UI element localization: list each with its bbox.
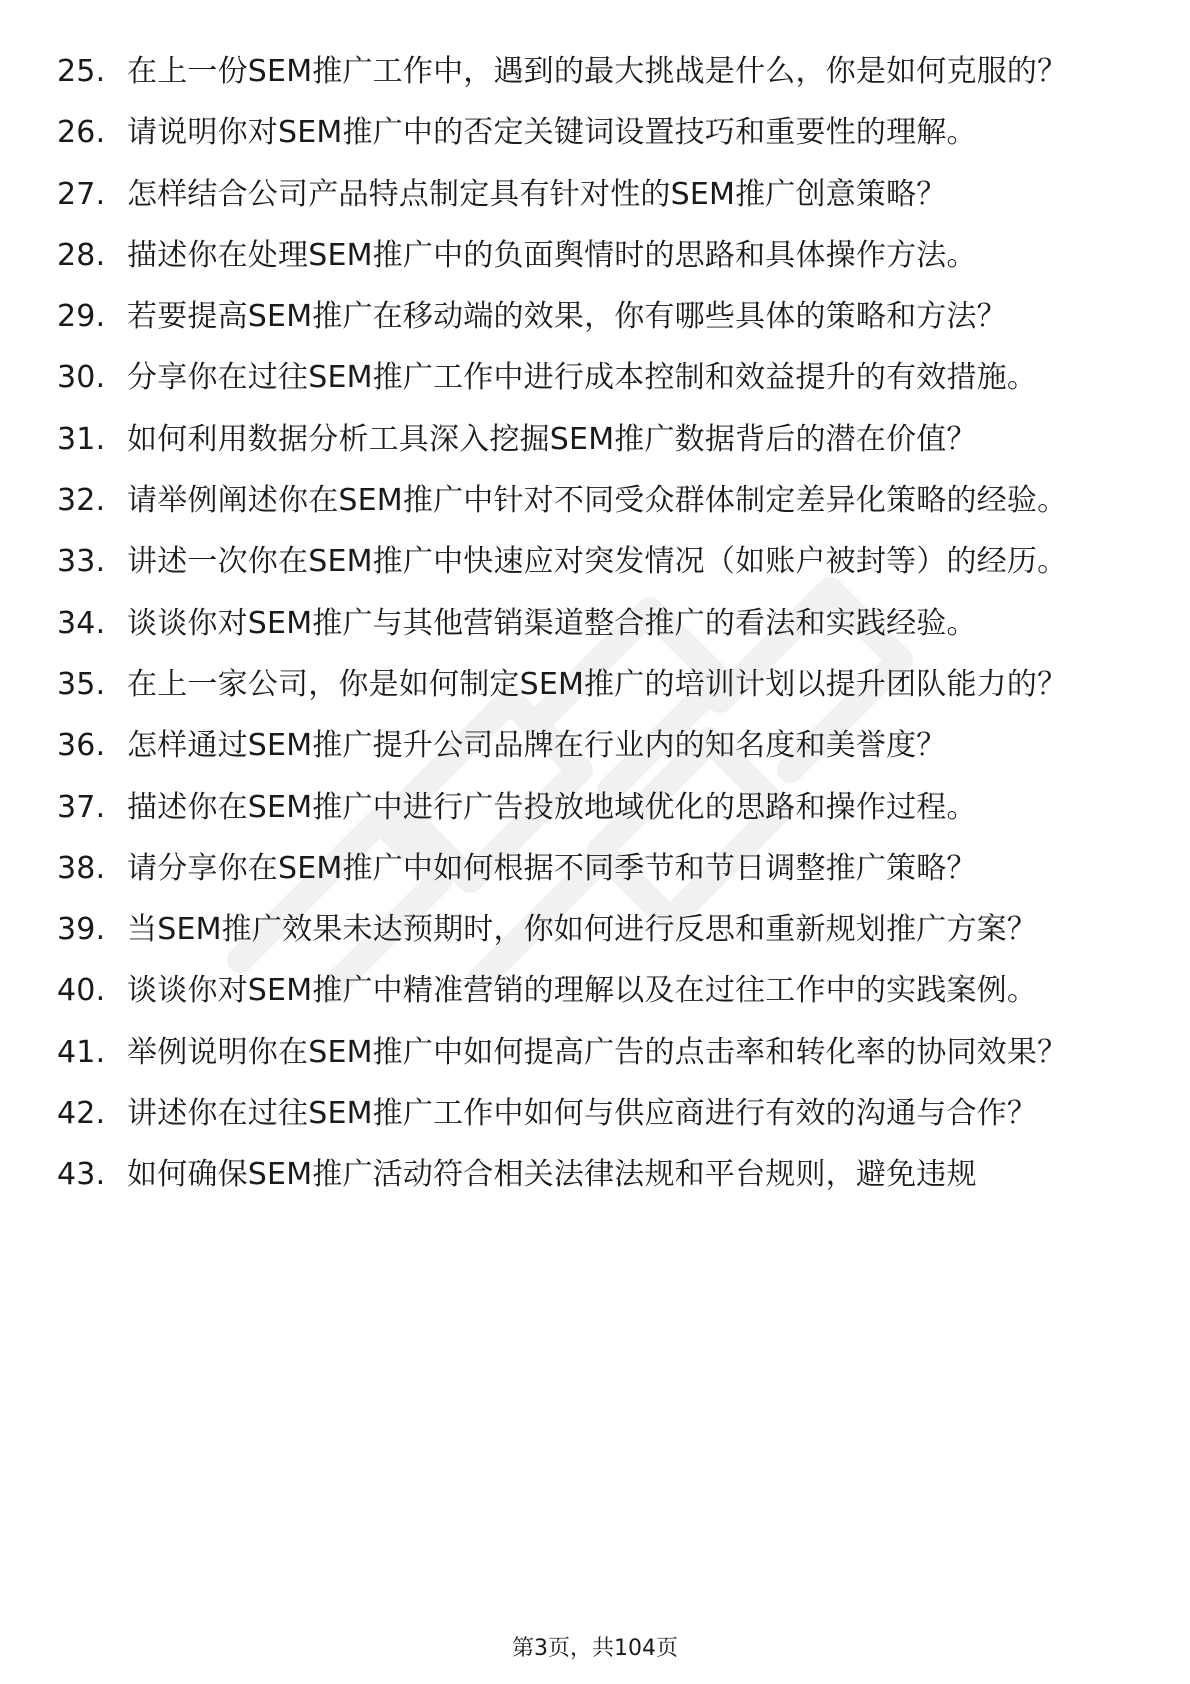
list-item (0, 786, 1190, 830)
list-item (0, 111, 1190, 155)
question-text: 如何利用数据分析工具深入挖掘SEM推广数据背后的潜在价值？ (127, 421, 977, 457)
question-number: 37. (57, 789, 106, 825)
question-text: 请说明你对SEM推广中的否定关键词设置技巧和重要性的理解。 (127, 115, 977, 151)
question-number: 27. (57, 176, 106, 212)
question-number: 32. (57, 483, 106, 519)
question-number: 30. (57, 360, 106, 396)
list-item (0, 602, 1190, 646)
question-text: 举例说明你在SEM推广中如何提高广告的点击率和转化率的协同效果？ (127, 1034, 1068, 1070)
question-text: 讲述一次你在SEM推广中快速应对突发情况（如账户被封等）的经历。 (127, 544, 1068, 580)
question-text: 若要提高SEM推广在移动端的效果，你有哪些具体的策略和方法？ (127, 299, 1007, 335)
question-number: 31. (57, 421, 106, 457)
question-text: 如何确保SEM推广活动符合相关法律法规和平台规则，避免违规 (127, 1157, 977, 1193)
question-text: 描述你在SEM推广中进行广告投放地域优化的思路和操作过程。 (127, 789, 977, 825)
question-text: 描述你在处理SEM推广中的负面舆情时的思路和具体操作方法。 (127, 237, 977, 273)
list-item (0, 234, 1190, 278)
question-number: 29. (57, 299, 106, 335)
list-item (0, 969, 1190, 1013)
list-item (0, 663, 1190, 707)
question-number: 38. (57, 850, 106, 886)
question-number: 39. (57, 912, 106, 948)
question-text: 请分享你在SEM推广中如何根据不同季节和节日调整推广策略？ (127, 850, 977, 886)
question-number: 25. (57, 54, 106, 89)
list-item (0, 1092, 1190, 1136)
question-number: 41. (57, 1034, 106, 1070)
question-text: 怎样结合公司产品特点制定具有针对性的SEM推广创意策略？ (127, 176, 947, 212)
question-number: 26. (57, 115, 106, 151)
question-number: 40. (57, 973, 106, 1009)
list-item (0, 908, 1190, 952)
list-item (0, 847, 1190, 891)
question-number: 34. (57, 605, 106, 641)
page-footer (0, 1634, 1190, 1664)
page-number-label: 第3页，共104页 (512, 1636, 678, 1661)
question-text: 讲述你在过往SEM推广工作中如何与供应商进行有效的沟通与合作？ (127, 1096, 1038, 1132)
question-number: 42. (57, 1096, 106, 1132)
list-item (0, 1153, 1190, 1197)
question-text: 在上一份SEM推广工作中，遇到的最大挑战是什么，你是如何克服的？ (127, 54, 1068, 89)
list-item (0, 295, 1190, 339)
question-number: 28. (57, 237, 106, 273)
list-item (0, 418, 1190, 462)
question-text: 谈谈你对SEM推广中精准营销的理解以及在过往工作中的实践案例。 (127, 973, 1038, 1009)
question-number: 36. (57, 728, 106, 764)
list-item (0, 540, 1190, 584)
list-item (0, 724, 1190, 768)
question-text: 请举例阐述你在SEM推广中针对不同受众群体制定差异化策略的经验。 (127, 483, 1068, 519)
question-text: 怎样通过SEM推广提升公司品牌在行业内的知名度和美誉度？ (127, 728, 947, 764)
question-number: 43. (57, 1157, 106, 1193)
list-item (0, 173, 1190, 217)
question-text: 分享你在过往SEM推广工作中进行成本控制和效益提升的有效措施。 (127, 360, 1038, 396)
list-item (0, 479, 1190, 523)
list-item (0, 1031, 1190, 1075)
question-list (0, 50, 1190, 1215)
question-text: 谈谈你对SEM推广与其他营销渠道整合推广的看法和实践经验。 (127, 605, 977, 641)
list-item (0, 356, 1190, 400)
list-item (0, 50, 1190, 94)
question-number: 35. (57, 666, 106, 702)
question-text: 当SEM推广效果未达预期时，你如何进行反思和重新规划推广方案？ (127, 912, 1038, 948)
question-number: 33. (57, 544, 106, 580)
question-text: 在上一家公司，你是如何制定SEM推广的培训计划以提升团队能力的？ (127, 666, 1068, 702)
